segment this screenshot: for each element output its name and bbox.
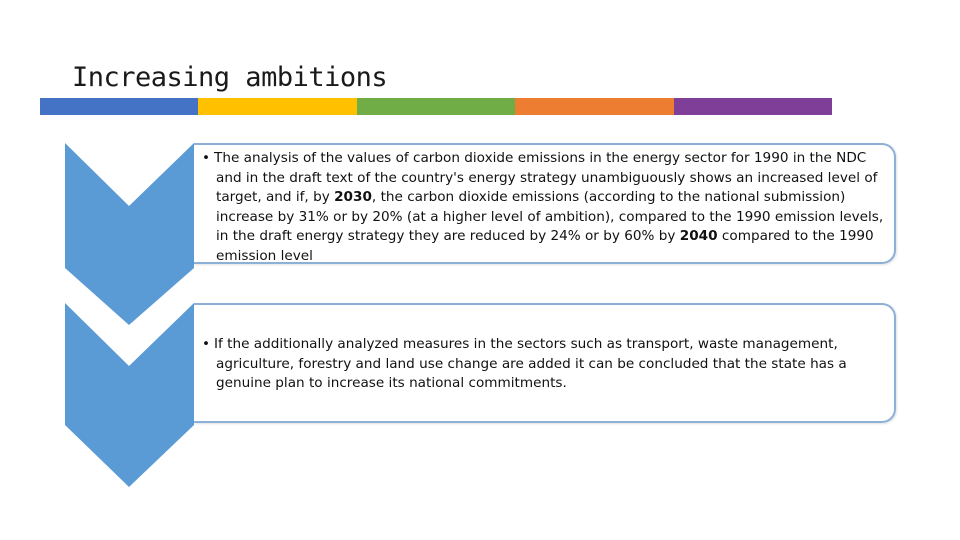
paragraph-1-part-3: , the carbon dioxide emissions (according to the national submission) increase by 31% or by 20% (at a higher level of ambition), compared to the 1990 emission levels, in the draft energy strategy they are reduced by 24% or by 60% by bbox=[216, 189, 884, 245]
bullet-marker: • bbox=[202, 336, 211, 352]
year-2040: 2040 bbox=[679, 228, 718, 245]
paragraph-1-part-5: compared to the 1990 emission level bbox=[216, 228, 874, 264]
paragraph-1-part-1: The analysis of the values of carbon dioxide emissions in the energy sector for 1990 in the NDC and in the draft text of the country's energy strategy unambiguously shows an increased level of target, and if, by bbox=[214, 150, 878, 206]
paragraph-2-text: If the additionally analyzed measures in the sectors such as transport, waste management, agriculture, forestry and land use change are added it can be concluded that the state has a genuine plan to increase its national commitments. bbox=[214, 336, 847, 392]
text-card-2 bbox=[194, 303, 896, 423]
chevron-down-shape-2 bbox=[65, 303, 194, 487]
bullet-paragraph-2 bbox=[202, 335, 886, 394]
text-card-1 bbox=[194, 143, 896, 264]
bullet-marker: • bbox=[202, 150, 211, 166]
chevron-down-shape-1 bbox=[65, 143, 194, 325]
year-2030: 2030 bbox=[334, 189, 372, 206]
slide-title: Increasing ambitions bbox=[72, 62, 388, 93]
bullet-paragraph-1 bbox=[202, 149, 886, 267]
